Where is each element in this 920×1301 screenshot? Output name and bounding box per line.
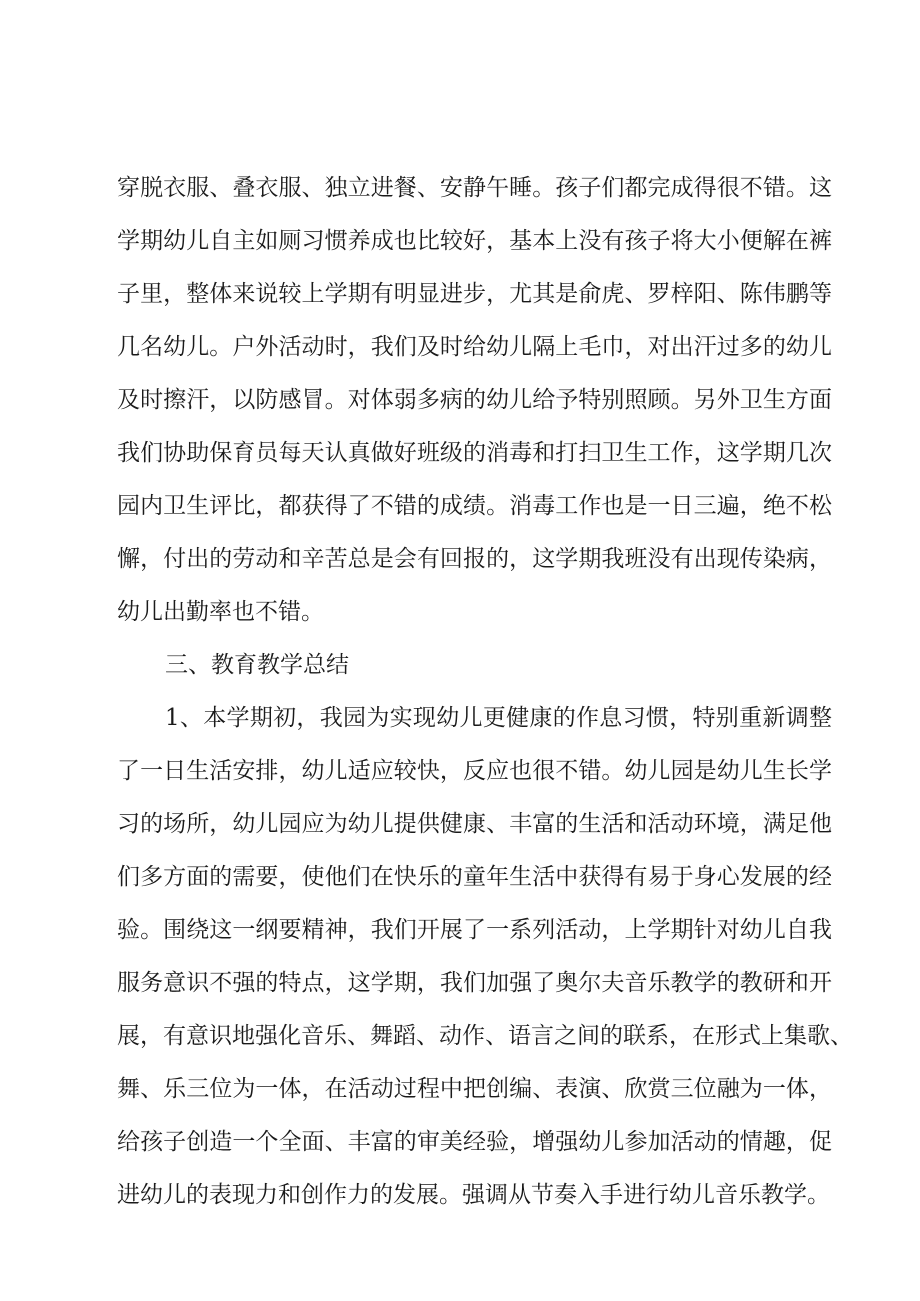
text-line: 及时擦汗，以防感冒。对体弱多病的幼儿给予特别照顾。另外卫生方面 bbox=[117, 387, 832, 413]
text-line: 们多方面的需要，使他们在快乐的童年生活中获得有易于身心发展的经 bbox=[117, 864, 832, 890]
text-line: 学期幼儿自主如厕习惯养成也比较好，基本上没有孩子将大小便解在裤 bbox=[117, 228, 832, 254]
text-line: 子里，整体来说较上学期有明显进步，尤其是俞虎、罗梓阳、陈伟鹏等 bbox=[117, 281, 832, 307]
text-line: 服务意识不强的特点，这学期，我们加强了奥尔夫音乐教学的教研和开 bbox=[117, 970, 832, 996]
text-line: 舞、乐三位为一体，在活动过程中把创编、表演、欣赏三位融为一体， bbox=[117, 1076, 832, 1102]
text-line: 习的场所，幼儿园应为幼儿提供健康、丰富的生活和活动环境，满足他 bbox=[117, 811, 832, 837]
text-line: 1、本学期初，我园为实现幼儿更健康的作息习惯，特别重新调整 bbox=[165, 705, 832, 731]
section-heading: 三、教育教学总结 bbox=[165, 652, 349, 678]
text-line: 园内卫生评比，都获得了不错的成绩。消毒工作也是一日三遍，绝不松 bbox=[117, 493, 832, 519]
text-line: 进幼儿的表现力和创作力的发展。强调从节奏入手进行幼儿音乐教学。 bbox=[117, 1182, 830, 1208]
text-line: 几名幼儿。户外活动时，我们及时给幼儿隔上毛巾，对出汗过多的幼儿 bbox=[117, 334, 832, 360]
text-line: 了一日生活安排，幼儿适应较快，反应也很不错。幼儿园是幼儿生长学 bbox=[117, 758, 832, 784]
text-line: 验。围绕这一纲要精神，我们开展了一系列活动，上学期针对幼儿自我 bbox=[117, 917, 832, 943]
text-line: 穿脱衣服、叠衣服、独立进餐、安静午睡。孩子们都完成得很不错。这 bbox=[117, 175, 832, 201]
text-line: 懈，付出的劳动和辛苦总是会有回报的，这学期我班没有出现传染病， bbox=[117, 546, 832, 572]
paragraph-hygiene bbox=[117, 162, 832, 639]
text-line: 我们协助保育员每天认真做好班级的消毒和打扫卫生工作，这学期几次 bbox=[117, 440, 832, 466]
text-line: 给孩子创造一个全面、丰富的审美经验，增强幼儿参加活动的情趣，促 bbox=[117, 1129, 832, 1155]
text-line: 幼儿出勤率也不错。 bbox=[117, 599, 324, 625]
paragraph-teaching bbox=[117, 692, 853, 1222]
text-line: 展，有意识地强化音乐、舞蹈、动作、语言之间的联系，在形式上集歌、 bbox=[117, 1023, 853, 1049]
document-body bbox=[117, 162, 853, 1222]
